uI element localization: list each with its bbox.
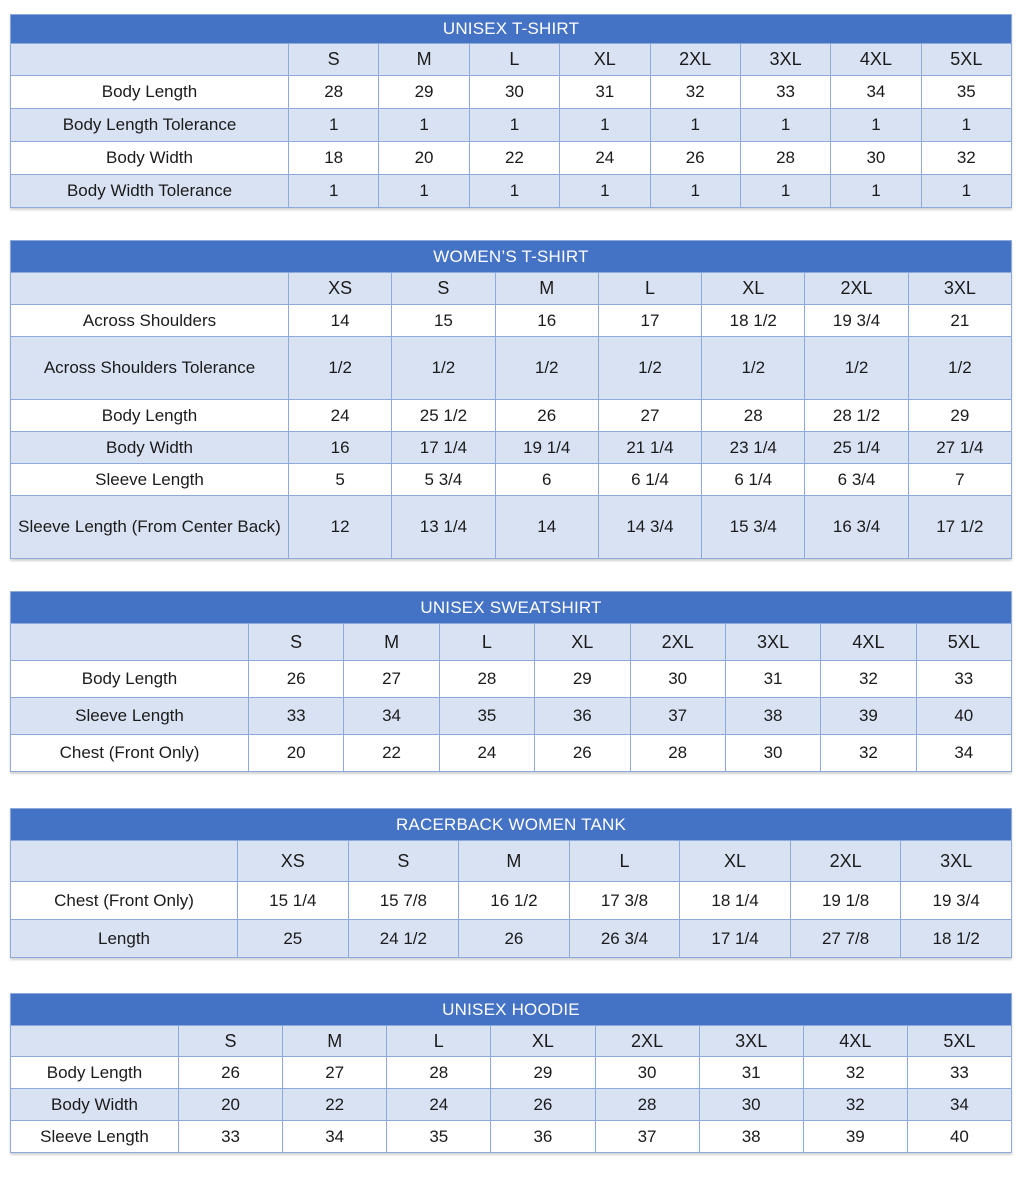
- size-column-header: 2XL: [805, 273, 908, 305]
- measurement-row-label: Length: [11, 920, 238, 958]
- table-title: UNISEX T-SHIRT: [11, 15, 1012, 44]
- table-row: [11, 305, 1012, 337]
- measurement-value-cell: 35: [921, 76, 1011, 109]
- measurement-value-cell: 1/2: [289, 337, 392, 400]
- measurement-row-label: Body Length: [11, 661, 249, 698]
- size-column-header: XL: [491, 1026, 595, 1057]
- size-column-header: M: [344, 624, 439, 661]
- measurement-value-cell: 1: [560, 109, 650, 142]
- measurement-value-cell: 18: [289, 142, 379, 175]
- measurement-value-cell: 17 3/8: [569, 882, 680, 920]
- measurement-value-cell: 30: [699, 1089, 803, 1121]
- measurement-value-cell: 37: [595, 1121, 699, 1153]
- measurement-value-cell: 31: [560, 76, 650, 109]
- table-row: [11, 1089, 1012, 1121]
- measurement-value-cell: 16 1/2: [459, 882, 570, 920]
- measurement-value-cell: 32: [821, 735, 916, 772]
- measurement-value-cell: 1: [740, 109, 830, 142]
- measurement-value-cell: 26: [535, 735, 630, 772]
- size-chart-table: [10, 808, 1012, 958]
- measurement-value-cell: 40: [907, 1121, 1011, 1153]
- measurement-value-cell: 36: [535, 698, 630, 735]
- measurement-value-cell: 23 1/4: [702, 432, 805, 464]
- measurement-value-cell: 27 1/4: [908, 432, 1011, 464]
- measurement-value-cell: 1: [831, 109, 921, 142]
- size-column-header: 3XL: [901, 841, 1012, 882]
- measurement-value-cell: 27: [283, 1057, 387, 1089]
- size-column-header: XL: [560, 44, 650, 76]
- table-title: UNISEX SWEATSHIRT: [11, 592, 1012, 624]
- measurement-value-cell: 29: [535, 661, 630, 698]
- measurement-value-cell: 33: [249, 698, 344, 735]
- size-column-header: M: [379, 44, 469, 76]
- measurement-value-cell: 31: [699, 1057, 803, 1089]
- measurement-value-cell: 24: [439, 735, 534, 772]
- measurement-value-cell: 24: [560, 142, 650, 175]
- measurement-value-cell: 24: [289, 400, 392, 432]
- table-row: [11, 661, 1012, 698]
- measurement-value-cell: 22: [469, 142, 559, 175]
- size-column-header: XL: [702, 273, 805, 305]
- size-column-header: 4XL: [803, 1026, 907, 1057]
- measurement-value-cell: 1/2: [598, 337, 701, 400]
- measurement-value-cell: 5 3/4: [392, 464, 495, 496]
- size-column-header: XS: [289, 273, 392, 305]
- measurement-row-label: Body Width Tolerance: [11, 175, 289, 208]
- measurement-value-cell: 26: [459, 920, 570, 958]
- measurement-row-label: Body Length: [11, 400, 289, 432]
- measurement-value-cell: 39: [821, 698, 916, 735]
- measurement-value-cell: 33: [907, 1057, 1011, 1089]
- measurement-value-cell: 34: [344, 698, 439, 735]
- size-column-header: S: [348, 841, 459, 882]
- measurement-row-label: Body Width: [11, 432, 289, 464]
- size-chart-table: [10, 240, 1012, 559]
- table-row: [11, 76, 1012, 109]
- size-column-header: 4XL: [821, 624, 916, 661]
- empty-corner-cell: [11, 841, 238, 882]
- table-row: [11, 400, 1012, 432]
- measurement-value-cell: 18 1/4: [680, 882, 791, 920]
- measurement-value-cell: 19 3/4: [805, 305, 908, 337]
- measurement-row-label: Across Shoulders Tolerance: [11, 337, 289, 400]
- measurement-value-cell: 30: [595, 1057, 699, 1089]
- size-column-header: L: [469, 44, 559, 76]
- size-chart-table: [10, 993, 1012, 1153]
- measurement-value-cell: 26: [249, 661, 344, 698]
- size-column-header: M: [459, 841, 570, 882]
- measurement-value-cell: 32: [650, 76, 740, 109]
- measurement-value-cell: 18 1/2: [702, 305, 805, 337]
- size-column-header: XL: [680, 841, 791, 882]
- measurement-value-cell: 1/2: [805, 337, 908, 400]
- measurement-row-label: Body Width: [11, 142, 289, 175]
- table-row: [11, 882, 1012, 920]
- measurement-value-cell: 12: [289, 496, 392, 559]
- measurement-row-label: Chest (Front Only): [11, 882, 238, 920]
- empty-corner-cell: [11, 1026, 179, 1057]
- measurement-value-cell: 16: [289, 432, 392, 464]
- size-column-header: 2XL: [595, 1026, 699, 1057]
- size-chart-table: [10, 591, 1012, 772]
- measurement-value-cell: 26: [495, 400, 598, 432]
- measurement-value-cell: 36: [491, 1121, 595, 1153]
- measurement-value-cell: 22: [283, 1089, 387, 1121]
- measurement-value-cell: 30: [469, 76, 559, 109]
- measurement-row-label: Across Shoulders: [11, 305, 289, 337]
- measurement-value-cell: 33: [179, 1121, 283, 1153]
- measurement-value-cell: 17 1/2: [908, 496, 1011, 559]
- measurement-value-cell: 28: [630, 735, 725, 772]
- measurement-value-cell: 28: [289, 76, 379, 109]
- measurement-value-cell: 29: [908, 400, 1011, 432]
- table-row: [11, 175, 1012, 208]
- size-column-header: 2XL: [630, 624, 725, 661]
- measurement-value-cell: 34: [916, 735, 1011, 772]
- measurement-value-cell: 31: [725, 661, 820, 698]
- measurement-value-cell: 1: [289, 175, 379, 208]
- measurement-value-cell: 1: [740, 175, 830, 208]
- measurement-value-cell: 30: [831, 142, 921, 175]
- size-column-header: 2XL: [650, 44, 740, 76]
- measurement-value-cell: 17 1/4: [392, 432, 495, 464]
- measurement-value-cell: 32: [821, 661, 916, 698]
- table-row: [11, 1057, 1012, 1089]
- measurement-value-cell: 26 3/4: [569, 920, 680, 958]
- measurement-value-cell: 26: [491, 1089, 595, 1121]
- measurement-value-cell: 26: [650, 142, 740, 175]
- measurement-value-cell: 35: [387, 1121, 491, 1153]
- size-column-header: S: [249, 624, 344, 661]
- size-column-header: 3XL: [699, 1026, 803, 1057]
- empty-corner-cell: [11, 44, 289, 76]
- measurement-value-cell: 1/2: [392, 337, 495, 400]
- measurement-value-cell: 14: [495, 496, 598, 559]
- table-row: [11, 142, 1012, 175]
- measurement-value-cell: 37: [630, 698, 725, 735]
- table-row: [11, 432, 1012, 464]
- measurement-value-cell: 19 1/8: [790, 882, 901, 920]
- size-column-header: 5XL: [921, 44, 1011, 76]
- measurement-value-cell: 26: [179, 1057, 283, 1089]
- measurement-value-cell: 7: [908, 464, 1011, 496]
- measurement-value-cell: 20: [179, 1089, 283, 1121]
- measurement-value-cell: 1: [469, 175, 559, 208]
- measurement-value-cell: 32: [803, 1089, 907, 1121]
- measurement-value-cell: 33: [740, 76, 830, 109]
- measurement-value-cell: 20: [249, 735, 344, 772]
- measurement-row-label: Body Length: [11, 76, 289, 109]
- measurement-value-cell: 1/2: [908, 337, 1011, 400]
- measurement-value-cell: 34: [907, 1089, 1011, 1121]
- measurement-value-cell: 1: [831, 175, 921, 208]
- size-column-header: 4XL: [831, 44, 921, 76]
- measurement-value-cell: 6 3/4: [805, 464, 908, 496]
- measurement-value-cell: 1/2: [702, 337, 805, 400]
- measurement-value-cell: 1: [560, 175, 650, 208]
- table-row: [11, 920, 1012, 958]
- size-column-header: M: [495, 273, 598, 305]
- measurement-value-cell: 28: [740, 142, 830, 175]
- measurement-value-cell: 19 1/4: [495, 432, 598, 464]
- measurement-value-cell: 15: [392, 305, 495, 337]
- size-column-header: L: [439, 624, 534, 661]
- size-column-header: 3XL: [740, 44, 830, 76]
- measurement-value-cell: 17: [598, 305, 701, 337]
- measurement-value-cell: 16: [495, 305, 598, 337]
- measurement-value-cell: 1: [379, 175, 469, 208]
- size-column-header: L: [569, 841, 680, 882]
- measurement-value-cell: 30: [630, 661, 725, 698]
- size-column-header: 5XL: [907, 1026, 1011, 1057]
- measurement-value-cell: 34: [283, 1121, 387, 1153]
- table-row: [11, 496, 1012, 559]
- measurement-value-cell: 1: [379, 109, 469, 142]
- measurement-value-cell: 21 1/4: [598, 432, 701, 464]
- measurement-row-label: Sleeve Length: [11, 1121, 179, 1153]
- size-column-header: S: [392, 273, 495, 305]
- measurement-value-cell: 28: [702, 400, 805, 432]
- size-column-header: XL: [535, 624, 630, 661]
- measurement-value-cell: 21: [908, 305, 1011, 337]
- measurement-row-label: Sleeve Length: [11, 698, 249, 735]
- table-title: RACERBACK WOMEN TANK: [11, 809, 1012, 841]
- measurement-value-cell: 1: [650, 109, 740, 142]
- measurement-value-cell: 27: [344, 661, 439, 698]
- size-column-header: S: [179, 1026, 283, 1057]
- measurement-value-cell: 29: [379, 76, 469, 109]
- measurement-value-cell: 33: [916, 661, 1011, 698]
- measurement-value-cell: 1: [469, 109, 559, 142]
- measurement-value-cell: 1: [289, 109, 379, 142]
- measurement-value-cell: 17 1/4: [680, 920, 791, 958]
- measurement-value-cell: 30: [725, 735, 820, 772]
- measurement-row-label: Body Length Tolerance: [11, 109, 289, 142]
- table-title: UNISEX HOODIE: [11, 994, 1012, 1026]
- measurement-value-cell: 6 1/4: [598, 464, 701, 496]
- measurement-value-cell: 24: [387, 1089, 491, 1121]
- measurement-value-cell: 34: [831, 76, 921, 109]
- empty-corner-cell: [11, 624, 249, 661]
- measurement-value-cell: 1: [650, 175, 740, 208]
- measurement-value-cell: 15 3/4: [702, 496, 805, 559]
- size-column-header: L: [387, 1026, 491, 1057]
- measurement-value-cell: 28: [595, 1089, 699, 1121]
- table-row: [11, 337, 1012, 400]
- measurement-value-cell: 24 1/2: [348, 920, 459, 958]
- measurement-value-cell: 38: [725, 698, 820, 735]
- size-chart-table: [10, 14, 1012, 208]
- measurement-value-cell: 28 1/2: [805, 400, 908, 432]
- table-row: [11, 464, 1012, 496]
- measurement-value-cell: 28: [387, 1057, 491, 1089]
- size-column-header: L: [598, 273, 701, 305]
- measurement-value-cell: 5: [289, 464, 392, 496]
- measurement-value-cell: 18 1/2: [901, 920, 1012, 958]
- measurement-value-cell: 1/2: [495, 337, 598, 400]
- table-title: WOMEN’S T-SHIRT: [11, 241, 1012, 273]
- measurement-value-cell: 27 7/8: [790, 920, 901, 958]
- table-row: [11, 1121, 1012, 1153]
- empty-corner-cell: [11, 273, 289, 305]
- measurement-value-cell: 6: [495, 464, 598, 496]
- measurement-value-cell: 22: [344, 735, 439, 772]
- measurement-row-label: Sleeve Length: [11, 464, 289, 496]
- measurement-value-cell: 20: [379, 142, 469, 175]
- size-column-header: XS: [238, 841, 349, 882]
- measurement-value-cell: 16 3/4: [805, 496, 908, 559]
- measurement-value-cell: 14: [289, 305, 392, 337]
- measurement-value-cell: 6 1/4: [702, 464, 805, 496]
- measurement-row-label: Body Width: [11, 1089, 179, 1121]
- measurement-value-cell: 39: [803, 1121, 907, 1153]
- measurement-value-cell: 15 7/8: [348, 882, 459, 920]
- measurement-value-cell: 1: [921, 109, 1011, 142]
- measurement-value-cell: 32: [921, 142, 1011, 175]
- table-row: [11, 698, 1012, 735]
- measurement-row-label: Chest (Front Only): [11, 735, 249, 772]
- size-column-header: 3XL: [725, 624, 820, 661]
- measurement-row-label: Body Length: [11, 1057, 179, 1089]
- measurement-value-cell: 27: [598, 400, 701, 432]
- measurement-value-cell: 25 1/2: [392, 400, 495, 432]
- measurement-value-cell: 32: [803, 1057, 907, 1089]
- size-column-header: 2XL: [790, 841, 901, 882]
- measurement-value-cell: 29: [491, 1057, 595, 1089]
- size-column-header: S: [289, 44, 379, 76]
- measurement-value-cell: 13 1/4: [392, 496, 495, 559]
- size-column-header: M: [283, 1026, 387, 1057]
- measurement-value-cell: 1: [921, 175, 1011, 208]
- measurement-row-label: Sleeve Length (From Center Back): [11, 496, 289, 559]
- measurement-value-cell: 28: [439, 661, 534, 698]
- measurement-value-cell: 38: [699, 1121, 803, 1153]
- measurement-value-cell: 19 3/4: [901, 882, 1012, 920]
- measurement-value-cell: 40: [916, 698, 1011, 735]
- table-row: [11, 109, 1012, 142]
- size-column-header: 5XL: [916, 624, 1011, 661]
- measurement-value-cell: 35: [439, 698, 534, 735]
- size-column-header: 3XL: [908, 273, 1011, 305]
- table-row: [11, 735, 1012, 772]
- measurement-value-cell: 25 1/4: [805, 432, 908, 464]
- measurement-value-cell: 25: [238, 920, 349, 958]
- size-charts-page: [10, 14, 1012, 1153]
- measurement-value-cell: 14 3/4: [598, 496, 701, 559]
- measurement-value-cell: 15 1/4: [238, 882, 349, 920]
